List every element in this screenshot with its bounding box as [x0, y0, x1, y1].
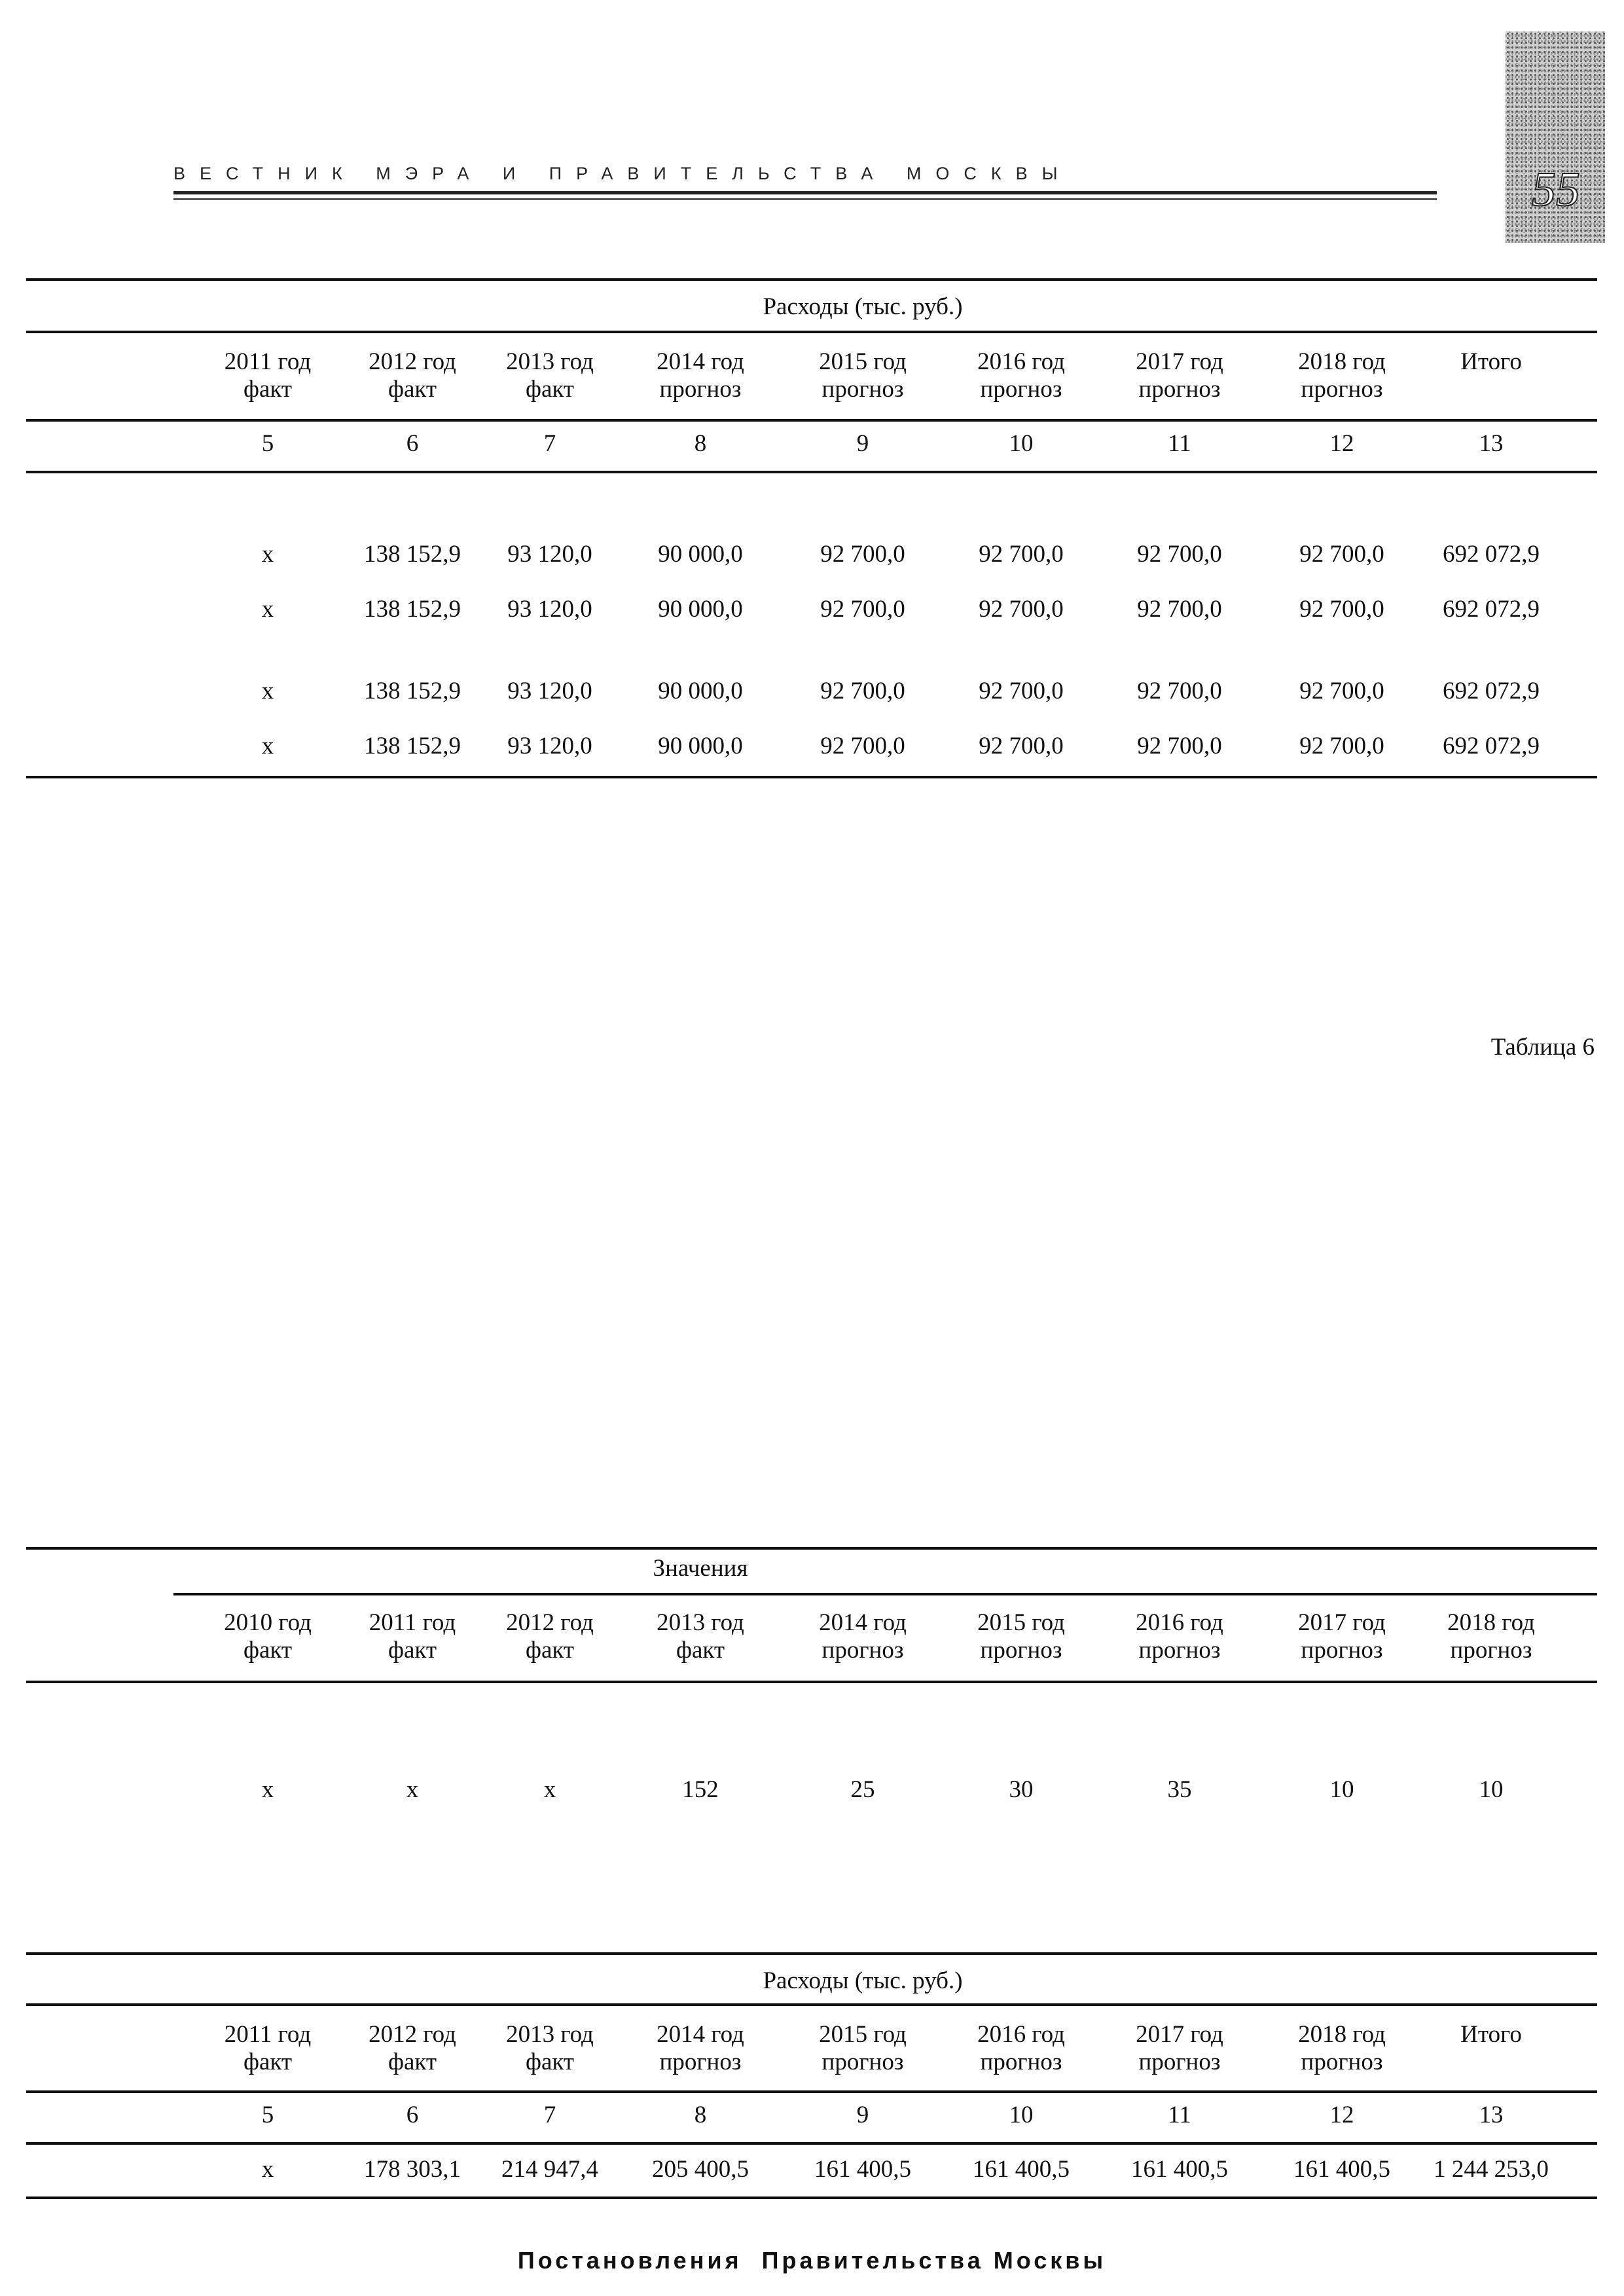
column-header: 2014 год прогноз	[657, 348, 744, 403]
table-cell: 92 700,0	[1299, 733, 1384, 759]
table-cell: 92 700,0	[1137, 733, 1222, 759]
table-rule	[26, 419, 1597, 422]
table-cell: 214 947,4	[501, 2156, 598, 2183]
column-header: 2015 год прогноз	[819, 348, 907, 403]
table-cell: 138 152,9	[364, 733, 461, 759]
column-number: 11	[1168, 2102, 1191, 2128]
table-cell: 92 700,0	[979, 733, 1064, 759]
table-cell: 692 072,9	[1443, 541, 1540, 568]
column-number: 9	[856, 2102, 869, 2128]
column-header: 2013 год факт	[657, 1609, 744, 1664]
table-rule	[26, 1681, 1597, 1683]
table-rule	[26, 471, 1597, 473]
table-cell: 10	[1479, 1776, 1504, 1803]
column-header: 2010 год факт	[224, 1609, 312, 1664]
table-rule	[26, 1952, 1597, 1955]
table-rule	[26, 2090, 1597, 2093]
column-header: 2016 год прогноз	[977, 2021, 1065, 2075]
column-header: Итого	[1460, 2021, 1522, 2048]
table-cell: х	[406, 1776, 419, 1803]
table-cell: 692 072,9	[1443, 678, 1540, 704]
table-cell: 205 400,5	[652, 2156, 749, 2183]
column-number: 5	[261, 2102, 274, 2128]
table-rule	[173, 1593, 1597, 1595]
table-cell: 178 303,1	[364, 2156, 461, 2183]
column-header: 2011 год факт	[224, 2021, 312, 2075]
page-number: 55	[1532, 163, 1580, 217]
table-cell: 92 700,0	[1137, 678, 1222, 704]
table-cell: 92 700,0	[1299, 678, 1384, 704]
column-header: 2018 год прогноз	[1447, 1609, 1535, 1664]
column-number: 7	[543, 430, 556, 457]
table-cell: 138 152,9	[364, 678, 461, 704]
table-cell: 93 120,0	[507, 596, 592, 623]
column-header: 2012 год факт	[506, 1609, 594, 1664]
column-number: 5	[261, 430, 274, 457]
table-cell: 138 152,9	[364, 541, 461, 568]
table-cell: 90 000,0	[658, 733, 743, 759]
table-cell: 10	[1329, 1776, 1354, 1803]
footer-word: Правительства Москвы	[761, 2247, 1107, 2274]
table-cell: х	[261, 541, 274, 568]
section-footer	[0, 2247, 1624, 2274]
table-cell: 152	[682, 1776, 719, 1803]
table-rule	[26, 278, 1597, 281]
table-rule	[26, 2003, 1597, 2006]
column-header: 2011 год факт	[224, 348, 312, 403]
table-cell: 92 700,0	[979, 541, 1064, 568]
column-header: 2016 год прогноз	[977, 348, 1065, 403]
column-number: 8	[694, 430, 707, 457]
table-cell: 35	[1167, 1776, 1192, 1803]
table-cell: 161 400,5	[814, 2156, 911, 2183]
table-rule	[26, 2196, 1597, 2199]
table-cell: 161 400,5	[1293, 2156, 1390, 2183]
column-header: Итого	[1460, 348, 1522, 375]
column-header: 2013 год факт	[506, 2021, 594, 2075]
column-number: 12	[1329, 430, 1354, 457]
column-header: 2011 год факт	[369, 1609, 456, 1664]
table-cell: 92 700,0	[820, 733, 905, 759]
column-number: 13	[1479, 2102, 1504, 2128]
table-cell: 161 400,5	[1131, 2156, 1228, 2183]
table-cell: х	[261, 733, 274, 759]
group-title: Расходы (тыс. руб.)	[763, 1967, 963, 1994]
column-number: 7	[543, 2102, 556, 2128]
table-cell: х	[261, 596, 274, 623]
table-rule	[26, 776, 1597, 778]
column-header: 2012 год факт	[369, 2021, 456, 2075]
table-cell: 692 072,9	[1443, 596, 1540, 623]
table-cell: 90 000,0	[658, 541, 743, 568]
column-number: 6	[406, 430, 419, 457]
table-cell: 30	[1009, 1776, 1034, 1803]
column-header: 2018 год прогноз	[1298, 348, 1386, 403]
table-cell: 25	[850, 1776, 875, 1803]
column-header: 2017 год прогноз	[1136, 2021, 1223, 2075]
column-header: 2017 год прогноз	[1136, 348, 1223, 403]
group-title: Значения	[653, 1555, 748, 1582]
table-cell: 692 072,9	[1443, 733, 1540, 759]
column-number: 11	[1168, 430, 1191, 457]
column-header: 2017 год прогноз	[1298, 1609, 1386, 1664]
table-cell: 93 120,0	[507, 733, 592, 759]
table-cell: 1 244 253,0	[1434, 2156, 1549, 2183]
table-cell: х	[261, 678, 274, 704]
table-cell: 92 700,0	[979, 596, 1064, 623]
table-cell: 92 700,0	[979, 678, 1064, 704]
table-cell: 93 120,0	[507, 678, 592, 704]
table-cell: 92 700,0	[820, 678, 905, 704]
column-number: 10	[1009, 2102, 1034, 2128]
column-header: 2018 год прогноз	[1298, 2021, 1386, 2075]
column-header: 2015 год прогноз	[977, 1609, 1065, 1664]
header-rule	[173, 191, 1437, 194]
table-cell: 92 700,0	[1299, 541, 1384, 568]
column-header: 2014 год прогноз	[657, 2021, 744, 2075]
column-number: 9	[856, 430, 869, 457]
table-rule	[26, 2142, 1597, 2145]
column-number: 8	[694, 2102, 707, 2128]
table-rule	[26, 1547, 1597, 1550]
column-header: 2013 год факт	[506, 348, 594, 403]
table-cell: 92 700,0	[820, 596, 905, 623]
table-cell: х	[543, 1776, 556, 1803]
footer-word: Постановления	[517, 2247, 742, 2274]
column-number: 13	[1479, 430, 1504, 457]
column-number: 12	[1329, 2102, 1354, 2128]
table-cell: 90 000,0	[658, 596, 743, 623]
table-cell: 92 700,0	[1137, 541, 1222, 568]
table-cell: 92 700,0	[820, 541, 905, 568]
table-rule	[26, 331, 1597, 333]
column-header: 2012 год факт	[369, 348, 456, 403]
group-title: Расходы (тыс. руб.)	[763, 293, 963, 320]
table-cell: 138 152,9	[364, 596, 461, 623]
table-cell: 92 700,0	[1137, 596, 1222, 623]
table-cell: 93 120,0	[507, 541, 592, 568]
table-cell: 92 700,0	[1299, 596, 1384, 623]
column-header: 2014 год прогноз	[819, 1609, 907, 1664]
table-cell: 161 400,5	[973, 2156, 1070, 2183]
table-cell: х	[261, 1776, 274, 1803]
table-cell: 90 000,0	[658, 678, 743, 704]
table-caption: Таблица 6	[1490, 1034, 1595, 1061]
table-cell: х	[261, 2156, 274, 2183]
header-rule-thin	[173, 198, 1437, 200]
column-header: 2016 год прогноз	[1136, 1609, 1223, 1664]
column-header: 2015 год прогноз	[819, 2021, 907, 2075]
column-number: 6	[406, 2102, 419, 2128]
journal-title: ВЕСТНИК МЭРА И ПРАВИТЕЛЬСТВА МОСКВЫ	[173, 164, 1072, 183]
column-number: 10	[1009, 430, 1034, 457]
